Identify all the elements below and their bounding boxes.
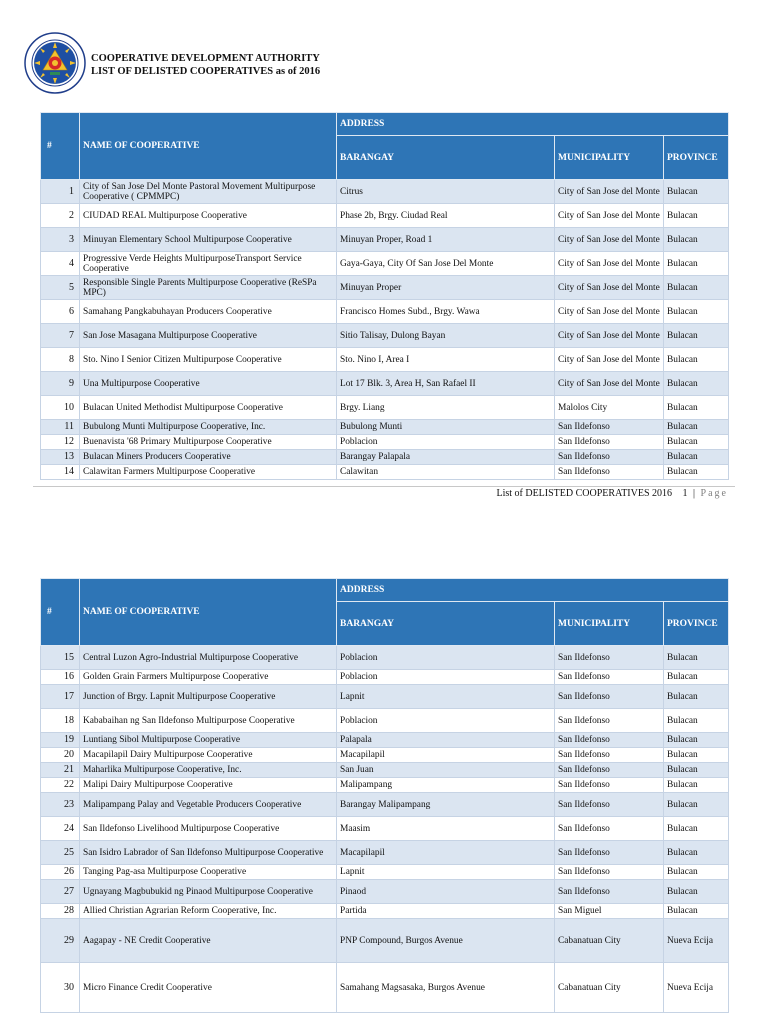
cell-province: Bulacan xyxy=(664,465,729,480)
cell-num: 30 xyxy=(41,963,80,1013)
cell-municipality: San Ildefonso xyxy=(555,420,664,435)
cell-province: Bulacan xyxy=(664,372,729,396)
cell-num: 14 xyxy=(41,465,80,480)
cell-barangay: Francisco Homes Subd., Brgy. Wawa xyxy=(337,300,555,324)
table-row xyxy=(41,180,729,204)
cell-municipality: City of San Jose del Monte xyxy=(555,276,664,300)
cell-municipality: City of San Jose del Monte xyxy=(555,372,664,396)
cell-name: Maharlika Multipurpose Cooperative, Inc. xyxy=(80,763,337,778)
table-row xyxy=(41,733,729,748)
cell-name: San Ildefonso Livelihood Multipurpose Cooperative xyxy=(80,817,337,841)
cell-barangay: Minuyan Proper, Road 1 xyxy=(337,228,555,252)
cell-municipality: San Ildefonso xyxy=(555,841,664,865)
cell-num: 11 xyxy=(41,420,80,435)
table-row xyxy=(41,685,729,709)
table-row xyxy=(41,865,729,880)
cell-name: San Isidro Labrador of San Ildefonso Multipurpose Cooperative xyxy=(80,841,337,865)
cell-municipality: San Ildefonso xyxy=(555,450,664,465)
cell-municipality: City of San Jose del Monte xyxy=(555,228,664,252)
page-footer xyxy=(496,488,728,499)
cell-num: 26 xyxy=(41,865,80,880)
document-header xyxy=(91,52,320,78)
table-row xyxy=(41,465,729,480)
cda-seal-logo xyxy=(24,32,86,94)
table-row xyxy=(41,228,729,252)
cell-municipality: San Ildefonso xyxy=(555,435,664,450)
table-row xyxy=(41,709,729,733)
cell-barangay: Samahang Magsasaka, Burgos Avenue xyxy=(337,963,555,1013)
cell-province: Bulacan xyxy=(664,348,729,372)
cell-name: Buenavista '68 Primary Multipurpose Cooperative xyxy=(80,435,337,450)
cell-barangay: Partida xyxy=(337,904,555,919)
cell-municipality: City of San Jose del Monte xyxy=(555,324,664,348)
table-row xyxy=(41,919,729,963)
cell-name: Kababaihan ng San Ildefonso Multipurpose Cooperative xyxy=(80,709,337,733)
cell-province: Bulacan xyxy=(664,646,729,670)
table-row xyxy=(41,204,729,228)
col-header-municipality: MUNICIPALITY xyxy=(555,602,664,646)
cell-num: 19 xyxy=(41,733,80,748)
cell-municipality: San Ildefonso xyxy=(555,670,664,685)
cell-num: 17 xyxy=(41,685,80,709)
cell-province: Bulacan xyxy=(664,778,729,793)
cell-name: Junction of Brgy. Lapnit Multipurpose Cooperative xyxy=(80,685,337,709)
table-row xyxy=(41,372,729,396)
cell-barangay: Pinaod xyxy=(337,880,555,904)
cell-barangay: Barangay Palapala xyxy=(337,450,555,465)
cell-municipality: City of San Jose del Monte xyxy=(555,252,664,276)
cell-name: Micro Finance Credit Cooperative xyxy=(80,963,337,1013)
delisted-cooperatives-table-page-1 xyxy=(40,112,729,480)
cell-province: Bulacan xyxy=(664,252,729,276)
cell-name: Samahang Pangkabuhayan Producers Cooperative xyxy=(80,300,337,324)
cell-name: Sto. Nino I Senior Citizen Multipurpose Cooperative xyxy=(80,348,337,372)
cell-num: 20 xyxy=(41,748,80,763)
cell-name: Aagapay - NE Credit Cooperative xyxy=(80,919,337,963)
col-header-municipality: MUNICIPALITY xyxy=(555,136,664,180)
table-row xyxy=(41,778,729,793)
cell-province: Bulacan xyxy=(664,228,729,252)
cell-municipality: San Ildefonso xyxy=(555,748,664,763)
table-row xyxy=(41,748,729,763)
table-row xyxy=(41,793,729,817)
cell-province: Bulacan xyxy=(664,450,729,465)
cell-num: 12 xyxy=(41,435,80,450)
cell-province: Bulacan xyxy=(664,435,729,450)
cell-province: Bulacan xyxy=(664,904,729,919)
footer-page-number: 1 xyxy=(682,488,688,499)
cell-province: Bulacan xyxy=(664,324,729,348)
cell-name: Luntiang Sibol Multipurpose Cooperative xyxy=(80,733,337,748)
cell-name: CIUDAD REAL Multipurpose Cooperative xyxy=(80,204,337,228)
cell-barangay: Malipampang xyxy=(337,778,555,793)
footer-divider xyxy=(33,486,735,487)
cell-municipality: Malolos City xyxy=(555,396,664,420)
table-row xyxy=(41,276,729,300)
cell-barangay: Poblacion xyxy=(337,670,555,685)
cell-num: 6 xyxy=(41,300,80,324)
cell-num: 4 xyxy=(41,252,80,276)
col-header-address: ADDRESS xyxy=(337,113,729,136)
cell-barangay: Citrus xyxy=(337,180,555,204)
cell-barangay: Palapala xyxy=(337,733,555,748)
cell-num: 29 xyxy=(41,919,80,963)
cell-province: Bulacan xyxy=(664,396,729,420)
cell-barangay: Bubulong Munti xyxy=(337,420,555,435)
cell-name: Central Luzon Agro-Industrial Multipurpose Cooperative xyxy=(80,646,337,670)
cell-municipality: San Ildefonso xyxy=(555,817,664,841)
table-row xyxy=(41,420,729,435)
col-header-num: # xyxy=(41,113,80,180)
cell-barangay: Gaya-Gaya, City Of San Jose Del Monte xyxy=(337,252,555,276)
cell-name: Ugnayang Magbubukid ng Pinaod Multipurpose Cooperative xyxy=(80,880,337,904)
cell-name: San Jose Masagana Multipurpose Cooperative xyxy=(80,324,337,348)
cell-num: 2 xyxy=(41,204,80,228)
col-header-province: PROVINCE xyxy=(664,602,729,646)
cell-num: 28 xyxy=(41,904,80,919)
cell-num: 5 xyxy=(41,276,80,300)
cell-barangay: Phase 2b, Brgy. Ciudad Real xyxy=(337,204,555,228)
cell-barangay: Lapnit xyxy=(337,865,555,880)
cell-num: 9 xyxy=(41,372,80,396)
cell-num: 27 xyxy=(41,880,80,904)
cell-barangay: Minuyan Proper xyxy=(337,276,555,300)
cell-province: Bulacan xyxy=(664,180,729,204)
cell-name: Una Multipurpose Cooperative xyxy=(80,372,337,396)
cell-barangay: Sto. Nino I, Area I xyxy=(337,348,555,372)
table-row xyxy=(41,646,729,670)
table-row xyxy=(41,324,729,348)
cell-name: Bulacan Miners Producers Cooperative xyxy=(80,450,337,465)
cell-municipality: San Ildefonso xyxy=(555,685,664,709)
footer-page-label: Page xyxy=(700,488,728,499)
cell-province: Nueva Ecija xyxy=(664,963,729,1013)
cell-municipality: San Ildefonso xyxy=(555,880,664,904)
cell-num: 1 xyxy=(41,180,80,204)
cell-num: 10 xyxy=(41,396,80,420)
footer-text: List of DELISTED COOPERATIVES 2016 xyxy=(496,488,673,499)
table-row xyxy=(41,435,729,450)
cell-municipality: San Ildefonso xyxy=(555,733,664,748)
col-header-address: ADDRESS xyxy=(337,579,729,602)
cell-municipality: San Miguel xyxy=(555,904,664,919)
col-header-barangay: BARANGAY xyxy=(337,136,555,180)
cell-num: 15 xyxy=(41,646,80,670)
cell-municipality: Cabanatuan City xyxy=(555,919,664,963)
table-row xyxy=(41,348,729,372)
cell-barangay: Lot 17 Blk. 3, Area H, San Rafael II xyxy=(337,372,555,396)
cell-num: 3 xyxy=(41,228,80,252)
col-header-num: # xyxy=(41,579,80,646)
cell-municipality: San Ildefonso xyxy=(555,865,664,880)
footer-separator: | xyxy=(693,488,696,499)
cell-num: 22 xyxy=(41,778,80,793)
cell-barangay: Poblacion xyxy=(337,646,555,670)
cell-name: City of San Jose Del Monte Pastoral Movement Multipurpose Cooperative ( CPMMPC) xyxy=(80,180,337,204)
cell-province: Bulacan xyxy=(664,841,729,865)
cell-num: 7 xyxy=(41,324,80,348)
cell-name: Tanging Pag-asa Multipurpose Cooperative xyxy=(80,865,337,880)
cell-num: 24 xyxy=(41,817,80,841)
cell-barangay: Macapilapil xyxy=(337,748,555,763)
org-name: COOPERATIVE DEVELOPMENT AUTHORITY xyxy=(91,53,320,64)
cell-municipality: San Ildefonso xyxy=(555,646,664,670)
table-row xyxy=(41,763,729,778)
table-row xyxy=(41,841,729,865)
cell-name: Responsible Single Parents Multipurpose Cooperative (ReSPa MPC) xyxy=(80,276,337,300)
cell-barangay: Lapnit xyxy=(337,685,555,709)
table-row xyxy=(41,904,729,919)
cell-name: Bulacan United Methodist Multipurpose Cooperative xyxy=(80,396,337,420)
cell-name: Malipi Dairy Multipurpose Cooperative xyxy=(80,778,337,793)
cell-barangay: Calawitan xyxy=(337,465,555,480)
cell-municipality: City of San Jose del Monte xyxy=(555,204,664,228)
cell-barangay: San Juan xyxy=(337,763,555,778)
cell-barangay: Sitio Talisay, Dulong Bayan xyxy=(337,324,555,348)
cell-province: Bulacan xyxy=(664,685,729,709)
cell-name: Minuyan Elementary School Multipurpose Cooperative xyxy=(80,228,337,252)
col-header-province: PROVINCE xyxy=(664,136,729,180)
cell-province: Bulacan xyxy=(664,793,729,817)
cell-barangay: Maasim xyxy=(337,817,555,841)
cell-municipality: San Ildefonso xyxy=(555,763,664,778)
cell-province: Bulacan xyxy=(664,709,729,733)
cell-province: Bulacan xyxy=(664,300,729,324)
cell-name: Bubulong Munti Multipurpose Cooperative, Inc. xyxy=(80,420,337,435)
cell-municipality: San Ildefonso xyxy=(555,778,664,793)
cell-province: Bulacan xyxy=(664,817,729,841)
col-header-name: NAME OF COOPERATIVE xyxy=(80,113,337,180)
cell-name: Golden Grain Farmers Multipurpose Cooperative xyxy=(80,670,337,685)
cell-barangay: Poblacion xyxy=(337,709,555,733)
cell-barangay: Macapilapil xyxy=(337,841,555,865)
cell-municipality: City of San Jose del Monte xyxy=(555,300,664,324)
cell-num: 18 xyxy=(41,709,80,733)
cell-province: Bulacan xyxy=(664,204,729,228)
cell-municipality: San Ildefonso xyxy=(555,793,664,817)
cell-province: Bulacan xyxy=(664,763,729,778)
cell-province: Bulacan xyxy=(664,748,729,763)
cell-municipality: City of San Jose del Monte xyxy=(555,180,664,204)
cell-province: Bulacan xyxy=(664,865,729,880)
cell-municipality: San Ildefonso xyxy=(555,709,664,733)
cell-name: Calawitan Farmers Multipurpose Cooperative xyxy=(80,465,337,480)
table-row xyxy=(41,450,729,465)
cell-barangay: PNP Compound, Burgos Avenue xyxy=(337,919,555,963)
cell-name: Malipampang Palay and Vegetable Producers Cooperative xyxy=(80,793,337,817)
cell-name: Allied Christian Agrarian Reform Cooperative, Inc. xyxy=(80,904,337,919)
cell-province: Nueva Ecija xyxy=(664,919,729,963)
cell-name: Macapilapil Dairy Multipurpose Cooperative xyxy=(80,748,337,763)
cell-province: Bulacan xyxy=(664,733,729,748)
col-header-name: NAME OF COOPERATIVE xyxy=(80,579,337,646)
cell-num: 13 xyxy=(41,450,80,465)
cell-num: 25 xyxy=(41,841,80,865)
cell-municipality: San Ildefonso xyxy=(555,465,664,480)
delisted-cooperatives-table-page-2 xyxy=(40,578,729,1013)
table-row xyxy=(41,963,729,1013)
cell-num: 21 xyxy=(41,763,80,778)
table-row xyxy=(41,817,729,841)
cell-name: Progressive Verde Heights MultipurposeTransport Service Cooperative xyxy=(80,252,337,276)
cell-num: 8 xyxy=(41,348,80,372)
cell-barangay: Barangay Malipampang xyxy=(337,793,555,817)
table-row xyxy=(41,300,729,324)
table-row xyxy=(41,252,729,276)
cell-province: Bulacan xyxy=(664,670,729,685)
table-row xyxy=(41,670,729,685)
cell-province: Bulacan xyxy=(664,276,729,300)
table-row xyxy=(41,396,729,420)
cell-num: 23 xyxy=(41,793,80,817)
cell-municipality: Cabanatuan City xyxy=(555,963,664,1013)
document-title: LIST OF DELISTED COOPERATIVES as of 2016 xyxy=(91,66,321,77)
cell-province: Bulacan xyxy=(664,420,729,435)
cell-province: Bulacan xyxy=(664,880,729,904)
cell-barangay: Poblacion xyxy=(337,435,555,450)
cell-num: 16 xyxy=(41,670,80,685)
cell-barangay: Brgy. Liang xyxy=(337,396,555,420)
table-row xyxy=(41,880,729,904)
cell-municipality: City of San Jose del Monte xyxy=(555,348,664,372)
col-header-barangay: BARANGAY xyxy=(337,602,555,646)
